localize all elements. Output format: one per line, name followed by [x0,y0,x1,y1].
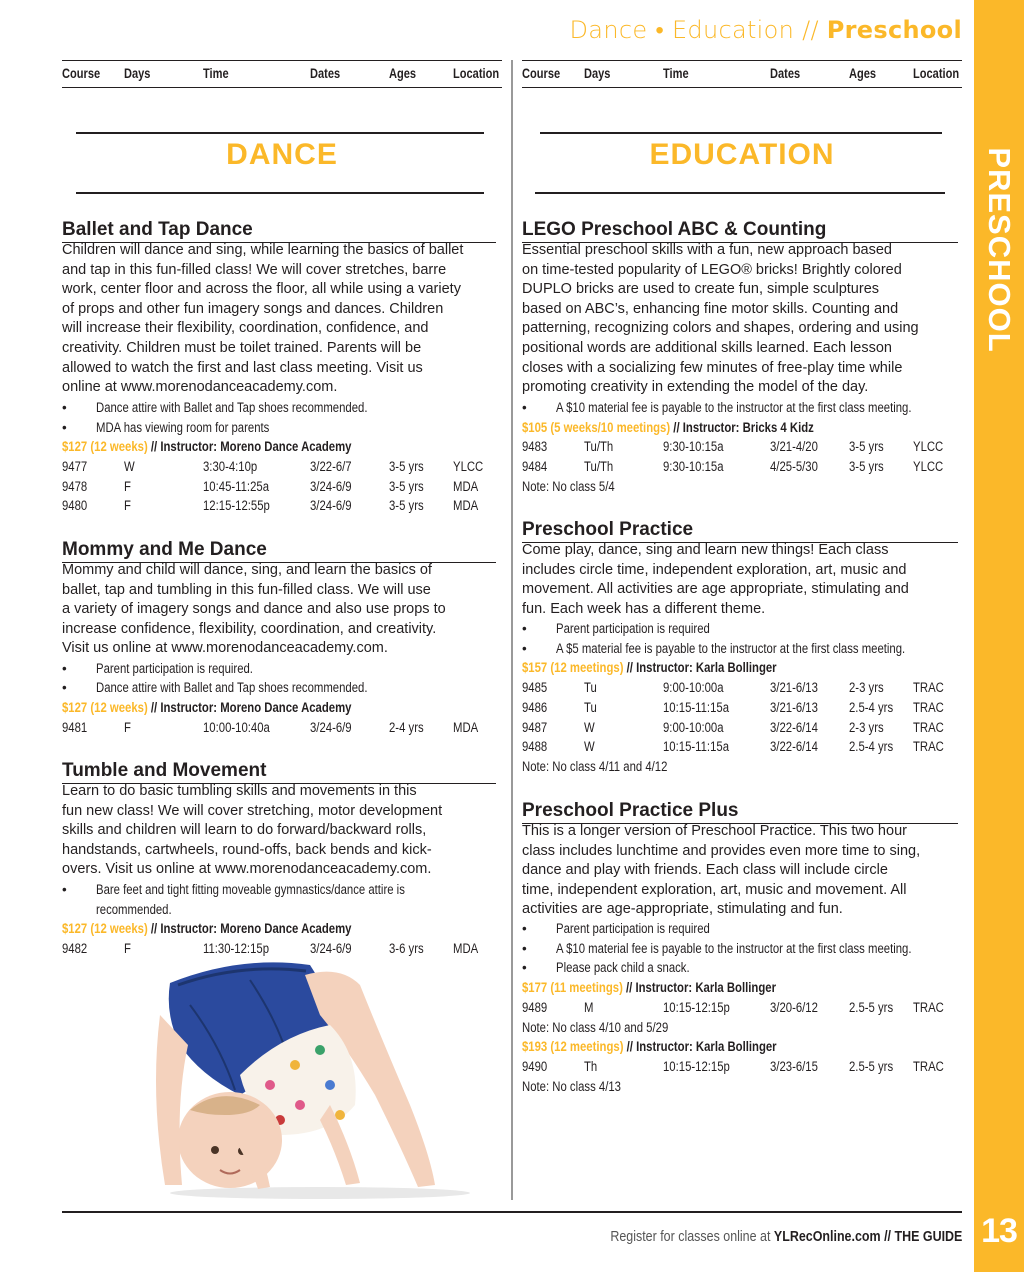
instructor: // Instructor: Moreno Dance Academy [147,700,352,715]
page-number: 13 [981,1212,1017,1250]
footer [610,1229,962,1245]
divider [76,132,484,134]
table-row: 9486 Tu 10:15-11:15a 3/21-6/13 2.5-4 yrs TRAC [522,700,944,715]
divider [535,192,945,194]
side-tab-label: PRESCHOOL [982,147,1017,353]
footer-guide: // THE GUIDE [880,1229,962,1245]
practice-price-line [522,658,777,678]
col-course: Course [62,66,101,81]
practice-note: Note: No class 4/11 and 4/12 [522,759,668,774]
ballet-price-line [62,437,351,457]
col-course: Course [522,66,561,81]
price: $193 (12 meetings) [522,1039,624,1054]
price: $177 (11 meetings) [522,980,623,995]
plus-price-line-1 [522,978,776,998]
instructor: // Instructor: Karla Bollinger [622,980,776,995]
table-row: 9489 M 10:15-12:15p 3/20-6/12 2.5-5 yrs TRAC [522,1000,944,1015]
instructor: // Instructor: Karla Bollinger [623,660,777,675]
practice-title: Preschool Practice [522,519,958,543]
table-row: 9487 W 9:00-10:00a 3/22-6/14 2-3 yrs TRAC [522,720,944,735]
dance-heading: DANCE [226,138,338,171]
tumble-price-line [62,919,351,939]
table-row: 9488 W 10:15-11:15a 3/22-6/14 2.5-4 yrs TRAC [522,739,944,754]
practice-description: Come play, dance, sing and learn new things! Each class includes circle time, independent exploration, art, music and movement. All activities are age appropriate, stimulating and fun. Each week has a different theme. [522,542,909,617]
lego-description: Essential preschool skills with a fun, new approach based on time-tested popularity of LEGO® bricks! Brightly colored DUPLO bricks are used to create fun, simple sculptures based on ABC’s, enhancing fine motor skills. Counting and patterning, recognizing colors and shapes, ordering and using positional words are additional skills learned. Each lesson closes with a socializing few minutes of free-play time while promoting creativity in extending the model of the day. [522,242,919,396]
tumble-title: Tumble and Movement [62,760,496,784]
col-dates: Dates [770,66,801,81]
divider [76,192,484,194]
col-location: Location [453,66,500,81]
mommy-title: Mommy and Me Dance [62,539,496,563]
col-ages: Ages [849,66,877,81]
footer-text: Register for classes online at [609,1229,774,1245]
tumble-description: Learn to do basic tumbling skills and movements in this fun new class! We will cover stretching, motor development skills and children will learn to do forward/backward rolls, handstands, cartwheels, round-offs, back bends and kick- overs. Visit us online at www.morenodanceacademy.com. [62,783,443,878]
header-section: Preschool [826,16,962,44]
child-photo [130,955,510,1200]
table-row: 9484 Tu/Th 9:30-10:15a 4/25-5/30 3-5 yrs YLCC [522,459,944,474]
education-heading: EDUCATION [649,138,835,171]
instructor: // Instructor: Moreno Dance Academy [147,921,352,936]
instructor: // Instructor: Karla Bollinger [623,1039,777,1054]
table-row: 9482 F 11:30-12:15p 3/24-6/9 3-6 yrs MDA [62,941,479,956]
table-row: 9490 Th 10:15-12:15p 3/23-6/15 2.5-5 yrs TRAC [522,1059,944,1074]
table-row: 9477 W 3:30-4:10p 3/22-6/7 3-5 yrs YLCC [62,459,484,474]
ballet-description: Children will dance and sing, while learning the basics of ballet and tap in this fun-filled class! We will cover stretches, barre work, center floor and across the floor, all while using a variety of props and other fun imagery songs and dances. Children will increase their flexibility, coordination, confidence, and creativity. Children must be toilet trained. Parents will be allowed to watch the first and last class meeting. Visit us online at www.morenodanceacademy.com. [62,242,464,396]
col-dates: Dates [310,66,341,81]
price: $105 (5 weeks/10 meetings) [522,420,671,435]
plus-title: Preschool Practice Plus [522,800,958,824]
page-header [570,16,962,45]
footer-divider [62,1211,962,1213]
plus-description: This is a longer version of Preschool Practice. This two hour class includes lunchtime and provides even more time to sing, dance and play with friends. Each class will include circle time, independent exploration, art, music and movement. All activities are age-appropriate, stimulating and fun. [522,823,921,918]
mommy-description: Mommy and child will dance, sing, and learn the basics of ballet, tap and tumbling in this fun-filled class. We will use a variety of imagery songs and dance and also use props to increase confidence, flexibility, coordination, and creativity. Visit us online at www.morenodanceacademy.com. [62,562,446,657]
price: $157 (12 meetings) [522,660,624,675]
divider [540,132,942,134]
ballet-title: Ballet and Tap Dance [62,219,496,243]
footer-site-link[interactable]: YLRecOnline.com [773,1229,881,1245]
lego-title: LEGO Preschool ABC & Counting [522,219,958,243]
left-column-header [62,60,502,88]
lego-note: Note: No class 5/4 [522,479,615,494]
header-prefix: Dance • Education // [569,16,819,44]
col-location: Location [913,66,960,81]
column-divider [511,60,513,1200]
instructor: // Instructor: Moreno Dance Academy [147,439,352,454]
col-time: Time [663,66,689,81]
mommy-price-line [62,698,351,718]
instructor: // Instructor: Bricks 4 Kidz [670,420,814,435]
right-column-header [522,60,962,88]
col-ages: Ages [389,66,417,81]
price: $127 (12 weeks) [62,700,148,715]
plus-note-2: Note: No class 4/13 [522,1079,621,1094]
col-time: Time [203,66,229,81]
price: $127 (12 weeks) [62,439,148,454]
price: $127 (12 weeks) [62,921,148,936]
table-row: 9485 Tu 9:00-10:00a 3/21-6/13 2-3 yrs TRAC [522,680,944,695]
lego-price-line [522,418,814,438]
table-row: 9478 F 10:45-11:25a 3/24-6/9 3-5 yrs MDA [62,479,479,494]
table-row: 9480 F 12:15-12:55p 3/24-6/9 3-5 yrs MDA [62,498,479,513]
table-row: 9483 Tu/Th 9:30-10:15a 3/21-4/20 3-5 yrs YLCC [522,439,944,454]
plus-price-line-2 [522,1037,777,1057]
plus-note-1: Note: No class 4/10 and 5/29 [522,1020,669,1035]
col-days: Days [124,66,151,81]
table-row: 9481 F 10:00-10:40a 3/24-6/9 2-4 yrs MDA [62,720,479,735]
col-days: Days [584,66,611,81]
